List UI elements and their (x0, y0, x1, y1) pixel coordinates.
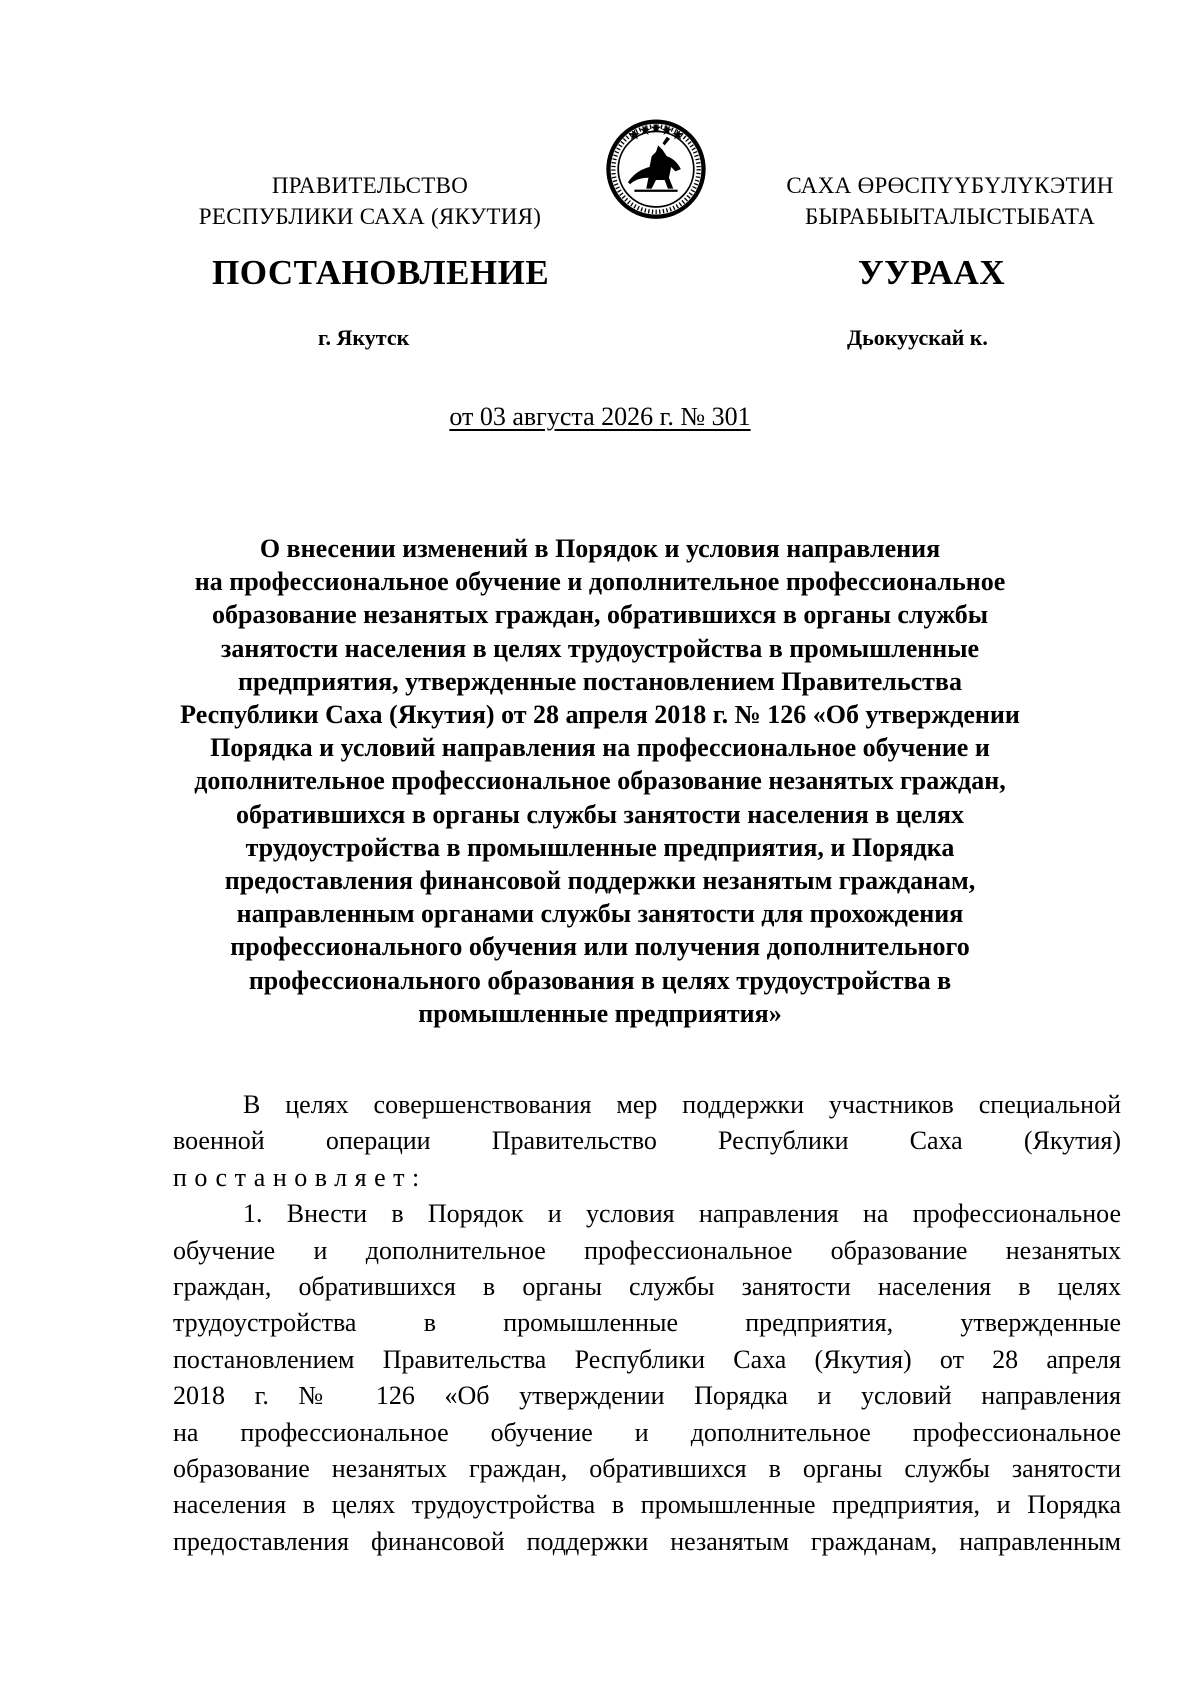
title-line: на профессиональное обучение и дополнительное профессиональное (194, 567, 1006, 597)
body-line-resolves: постановляет: (173, 1162, 427, 1192)
doc-type-sakha: УУРААХ (858, 253, 1006, 292)
org-name-line: РЕСПУБЛИКИ САХА (ЯКУТИЯ) (198, 204, 542, 229)
body-line: на профессиональное обучение и дополнительное профессиональное (173, 1417, 1121, 1447)
body-line: трудоустройства в промышленные предприятия, утвержденные (173, 1308, 1121, 1338)
title-line: профессионального образования в целях трудоустройства в (248, 965, 952, 995)
title-line: промышленные предприятия» (418, 998, 782, 1028)
org-name-line: ПРАВИТЕЛЬСТВО (271, 173, 469, 198)
title-line: дополнительное профессиональное образование незанятых граждан, (194, 766, 1006, 796)
city-sakha: Дьокуускай к. (847, 325, 988, 350)
body-line: граждан, обратившихся в органы службы занятости населения в целях (173, 1272, 1121, 1302)
title-line: направленным органами службы занятости для прохождения (236, 899, 964, 929)
document-date-number (0, 402, 1200, 432)
body-line: военной операции Правительство Республики Саха (Якутия) (173, 1126, 1121, 1156)
title-line: обратившихся в органы службы занятости населения в целях (235, 799, 964, 829)
body-line: постановлением Правительства Республики Саха (Якутия) от 28 апреля (173, 1344, 1121, 1374)
document-body (173, 1087, 1121, 1560)
title-line: Республики Саха (Якутия) от 28 апреля 2018 г. № 126 «Об утверждении (180, 700, 1020, 730)
title-line: О внесении изменений в Порядок и условия направления (259, 534, 941, 563)
title-line: предприятия, утвержденные постановлением Правительства (238, 666, 962, 696)
document-title (120, 532, 1080, 1030)
title-line: Порядка и условий направления на профессиональное обучение и (210, 733, 990, 763)
body-line: В целях совершенствования мер поддержки участников специальной (243, 1090, 1121, 1119)
body-line: населения в целях трудоустройства в промышленные предприятия, и Порядка (173, 1490, 1121, 1520)
body-line: предоставления финансовой поддержки незанятым гражданам, направленным (173, 1526, 1121, 1556)
doc-type-russian: ПОСТАНОВЛЕНИЕ (212, 253, 550, 292)
title-line: профессионального обучения или получения дополнительного (230, 932, 970, 962)
org-name-russian (150, 170, 590, 232)
title-line: трудоустройства в промышленные предприятия, и Порядка (245, 832, 955, 862)
title-line: образование незанятых граждан, обратившихся в органы службы (211, 600, 989, 630)
body-line: обучение и дополнительное профессиональное образование незанятых (173, 1235, 1121, 1265)
city-russian: г. Якутск (318, 325, 410, 350)
sakha-coat-of-arms-icon (602, 113, 710, 221)
org-name-sakha (730, 170, 1170, 232)
title-line: занятости населения в целях трудоустройства в промышленные (220, 633, 980, 663)
org-name-line: САХА ӨРӨСПҮҮБҮЛҮКЭТИН (786, 173, 1114, 198)
org-name-line: БЫРАБЫЫТАЛЫСТЫБАТА (804, 204, 1096, 229)
body-line: 2018 г. № 126 «Об утверждении Порядка и условий направления (173, 1381, 1121, 1411)
body-line: образование незанятых граждан, обратившихся в органы службы занятости (173, 1454, 1121, 1484)
title-line: предоставления финансовой поддержки незанятым гражданам, (224, 866, 976, 896)
body-line: 1. Внести в Порядок и условия направления на профессиональное (243, 1199, 1121, 1229)
date-number-text: от 03 августа 2026 г. № 301 (449, 402, 751, 431)
